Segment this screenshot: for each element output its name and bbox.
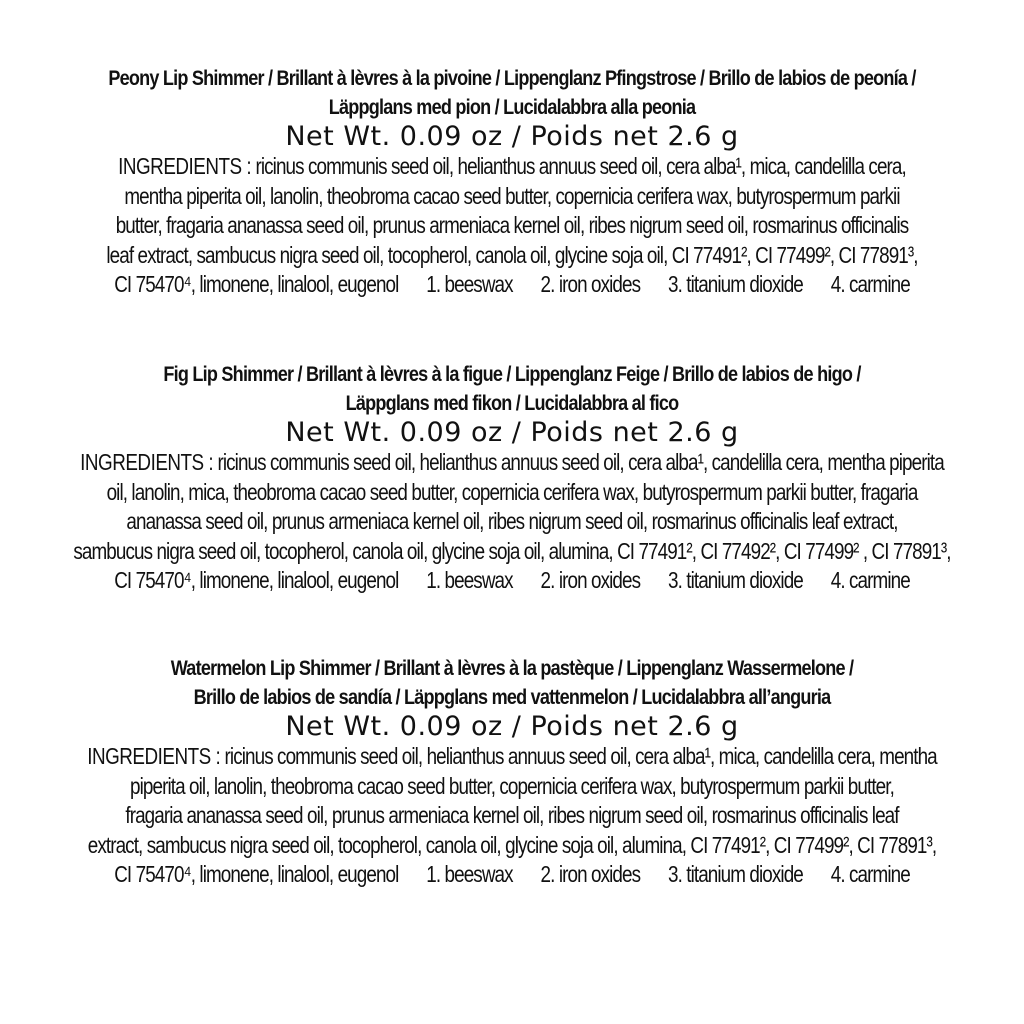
product-label-watermelon [0,654,1024,890]
footnote: 1. beeswax [426,861,513,887]
ingredients-text: CI 75470⁴, limonene, linalool, eugenol [114,567,399,593]
net-weight: Net Wt. 0.09 oz / Poids net 2.6 g [285,711,739,742]
ingredients-line: piperita oil, lanolin, theobroma cacao seed butter, copernicia cerifera wax, butyrospermum parkii butter, [130,772,894,799]
product-title-line: Watermelon Lip Shimmer / Brillant à lèvres à la pastèque / Lippenglanz Wassermelone / [170,657,854,680]
ingredients-list [24,742,1000,890]
footnote: 3. titanium dioxide [667,271,803,297]
product-title-line: Läppglans med fikon / Lucidalabbra al fico [345,392,679,415]
footnote: 4. carmine [830,567,910,593]
product-label-peony [0,64,1024,300]
product-title [72,360,953,418]
ingredients-line: ananassa seed oil, prunus armeniaca kernel oil, ribes nigrum seed oil, rosmarinus officinalis leaf extract, [126,508,898,534]
ingredients-line: butter, fragaria ananassa seed oil, prunus armeniaca kernel oil, ribes nigrum seed oil, rosmarinus officinalis [115,212,909,238]
product-title-line: Läppglans med pion / Lucidalabbra alla peonia [328,96,696,119]
ingredients-label: INGREDIENTS : [118,153,252,179]
net-weight: Net Wt. 0.09 oz / Poids net 2.6 g [285,121,739,152]
ingredients-label: INGREDIENTS : [87,743,221,769]
product-title [72,654,953,712]
ingredients-line: extract, sambucus nigra seed oil, tocopherol, canola oil, glycine soja oil, alumina, CI 77491², CI 77499², CI 77891³, [87,831,937,858]
ingredients-line [24,448,1000,478]
ingredients-line [24,270,1000,300]
product-label-fig [0,360,1024,596]
ingredients-line: oil, lanolin, mica, theobroma cacao seed butter, copernicia cerifera wax, butyrospermum parkii butter, fragaria [106,478,918,505]
product-title-line: Brillo de labios de sandía / Läppglans med vattenmelon / Lucidalabbra all’anguria [193,686,831,709]
footnote: 1. beeswax [426,567,513,593]
footnote: 2. iron oxides [540,271,641,297]
ingredients-text: ricinus communis seed oil, helianthus annuus seed oil, cera alba¹, candelilla cera, mentha piperita [217,449,944,475]
ingredients-list [24,448,1000,596]
product-title-line: Fig Lip Shimmer / Brillant à lèvres à la figue / Lippenglanz Feige / Brillo de labios de higo / [163,363,861,386]
ingredients-label: INGREDIENTS : [80,449,214,475]
net-weight: Net Wt. 0.09 oz / Poids net 2.6 g [285,417,739,448]
ingredients-line: mentha piperita oil, lanolin, theobroma cacao seed butter, copernicia cerifera wax, butyrospermum parkii [124,182,900,209]
ingredients-line [24,566,1000,596]
ingredients-list [24,152,1000,300]
footnote: 1. beeswax [426,271,513,297]
ingredients-line [24,860,1000,890]
footnote: 3. titanium dioxide [667,861,803,887]
ingredients-line: leaf extract, sambucus nigra seed oil, tocopherol, canola oil, glycine soja oil, CI 77491², CI 77499², CI 77891³, [106,241,918,268]
ingredients-line: fragaria ananassa seed oil, prunus armeniaca kernel oil, ribes nigrum seed oil, rosmarinus officinalis leaf [125,802,899,828]
footnote: 4. carmine [830,271,910,297]
ingredients-text: ricinus communis seed oil, helianthus annuus seed oil, cera alba¹, mica, candelilla cera, [255,153,906,179]
product-title-line: Peony Lip Shimmer / Brillant à lèvres à la pivoine / Lippenglanz Pfingstrose / Brillo de labios de peonía / [108,67,916,90]
footnote: 4. carmine [830,861,910,887]
ingredients-line [24,742,1000,772]
footnote: 2. iron oxides [540,861,641,887]
ingredients-text: ricinus communis seed oil, helianthus annuus seed oil, cera alba¹, mica, candelilla cera, mentha [224,743,937,769]
ingredients-text: CI 75470⁴, limonene, linalool, eugenol [114,861,399,887]
product-title [72,64,953,122]
ingredients-text: CI 75470⁴, limonene, linalool, eugenol [114,271,399,297]
footnote: 3. titanium dioxide [667,567,803,593]
footnote: 2. iron oxides [540,567,641,593]
ingredients-line [24,152,1000,182]
ingredients-line: sambucus nigra seed oil, tocopherol, canola oil, glycine soja oil, alumina, CI 77491², CI 77492², CI 77499² , CI 77891³, [73,537,951,564]
